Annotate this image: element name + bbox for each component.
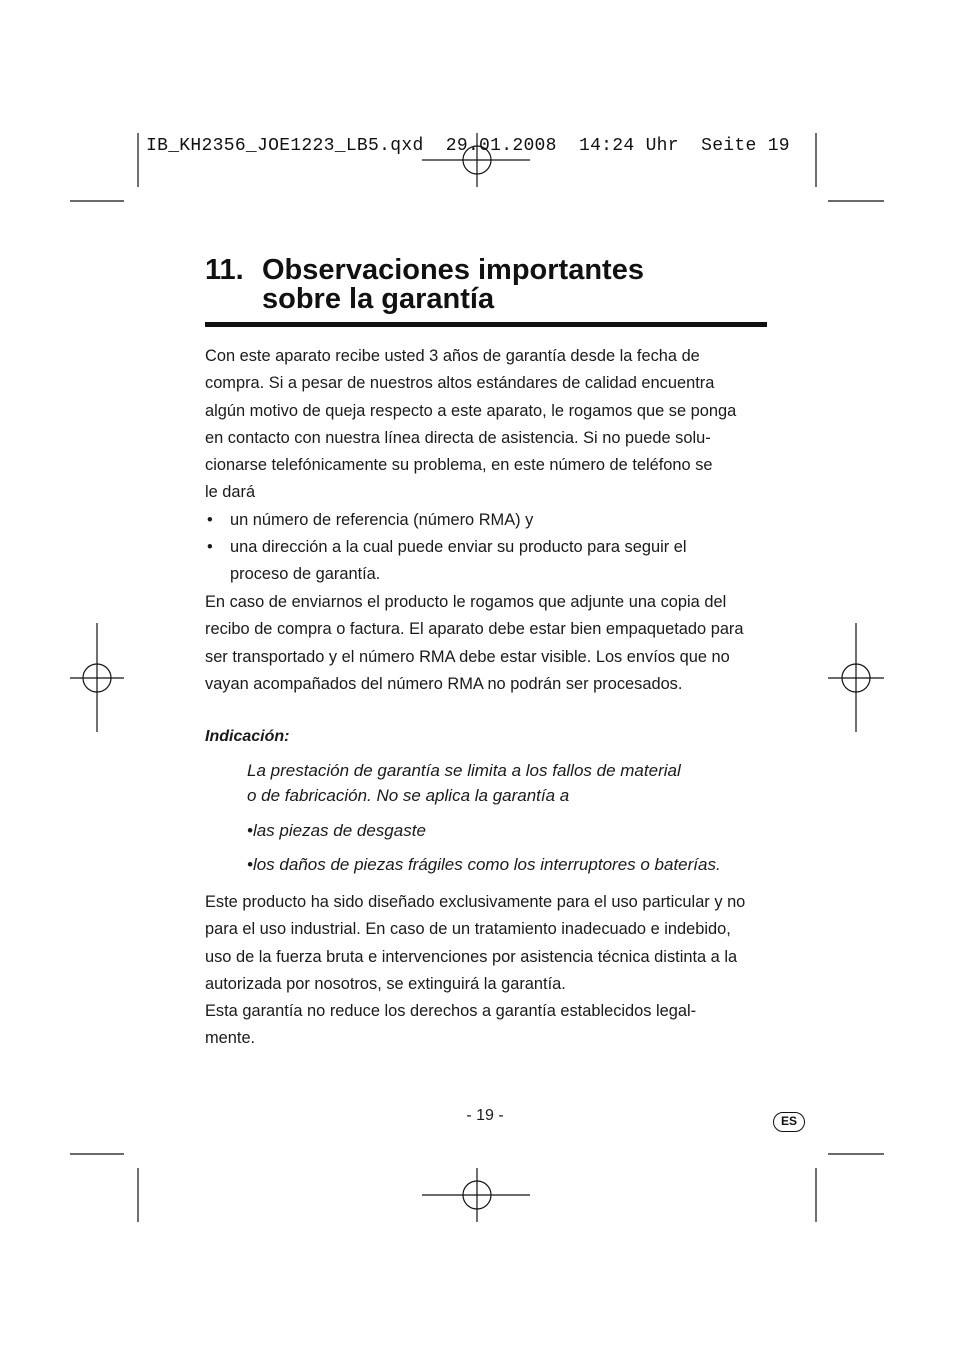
- text-line: La prestación de garantía se limita a los fallos de material: [247, 761, 681, 780]
- print-slug: IB_KH2356_JOE1223_LB5.qxd 29.01.2008 14:24 Uhr Seite 19: [146, 136, 790, 156]
- text-line: proceso de garantía.: [230, 565, 381, 584]
- bullet-symbol: •: [207, 510, 213, 529]
- intro-paragraph: [205, 343, 770, 589]
- text-line: Este producto ha sido diseñado exclusivamente para el uso particular y no: [205, 893, 746, 911]
- section-number: 11.: [205, 254, 244, 286]
- text-line: una dirección a la cual puede enviar su producto para seguir el: [230, 538, 687, 557]
- text-line: Con este aparato recibe usted 3 años de garantía desde la fecha de: [205, 347, 700, 365]
- text-line: compra. Si a pesar de nuestros altos estándares de calidad encuentra: [205, 374, 715, 393]
- bullet-item: [205, 507, 770, 534]
- text-line: cionarse telefónicamente su problema, en este número de teléfono se: [205, 456, 713, 475]
- note-heading: Indicación:: [205, 728, 290, 745]
- text-line: uso de la fuerza bruta e intervenciones por asistencia técnica distinta a la: [205, 947, 738, 966]
- language-badge: ES: [773, 1112, 805, 1132]
- text-line: vayan acompañados del número RMA no podrán ser procesados.: [205, 674, 683, 693]
- text-line: recibo de compra o factura. El aparato debe estar bien empaquetado para: [205, 620, 744, 639]
- section-title: [205, 256, 785, 314]
- bullet-item: [205, 534, 770, 589]
- text-line: mente.: [205, 1029, 256, 1048]
- text-line: un número de referencia (número RMA) y: [230, 510, 534, 529]
- text-line: algún motivo de queja respecto a este aparato, le rogamos que se ponga: [205, 401, 737, 420]
- text-line: le dará: [205, 483, 256, 502]
- text-line: autorizada por nosotros, se extinguirá la garantía.: [205, 974, 566, 993]
- text-line: para el uso industrial. En caso de un tratamiento inadecuado e indebido,: [205, 920, 731, 939]
- text-line: en contacto con nuestra línea directa de asistencia. Si no puede solu-: [205, 428, 711, 447]
- page-number: - 19 -: [466, 1107, 504, 1124]
- bullet-symbol: •: [207, 538, 213, 557]
- bullet-list: [205, 507, 770, 589]
- section-title-line1: Observaciones importantes: [262, 254, 644, 286]
- note-item: •las piezas de desgaste: [247, 821, 426, 840]
- section-title-line2: sobre la garantía: [262, 283, 495, 315]
- text-line: En caso de enviarnos el producto le rogamos que adjunte una copia del: [205, 593, 727, 611]
- shipping-paragraph: [205, 589, 770, 698]
- text-line: ser transportado y el número RMA debe estar visible. Los envíos que no: [205, 647, 730, 666]
- closing-paragraph: [205, 889, 770, 1053]
- title-rule: [205, 322, 767, 327]
- note-item: •los daños de piezas frágiles como los interruptores o baterías.: [247, 855, 721, 874]
- note-text: [247, 758, 767, 808]
- text-line: o de fabricación. No se aplica la garantía a: [247, 786, 570, 805]
- text-line: Esta garantía no reduce los derechos a garantía establecidos legal-: [205, 1002, 697, 1021]
